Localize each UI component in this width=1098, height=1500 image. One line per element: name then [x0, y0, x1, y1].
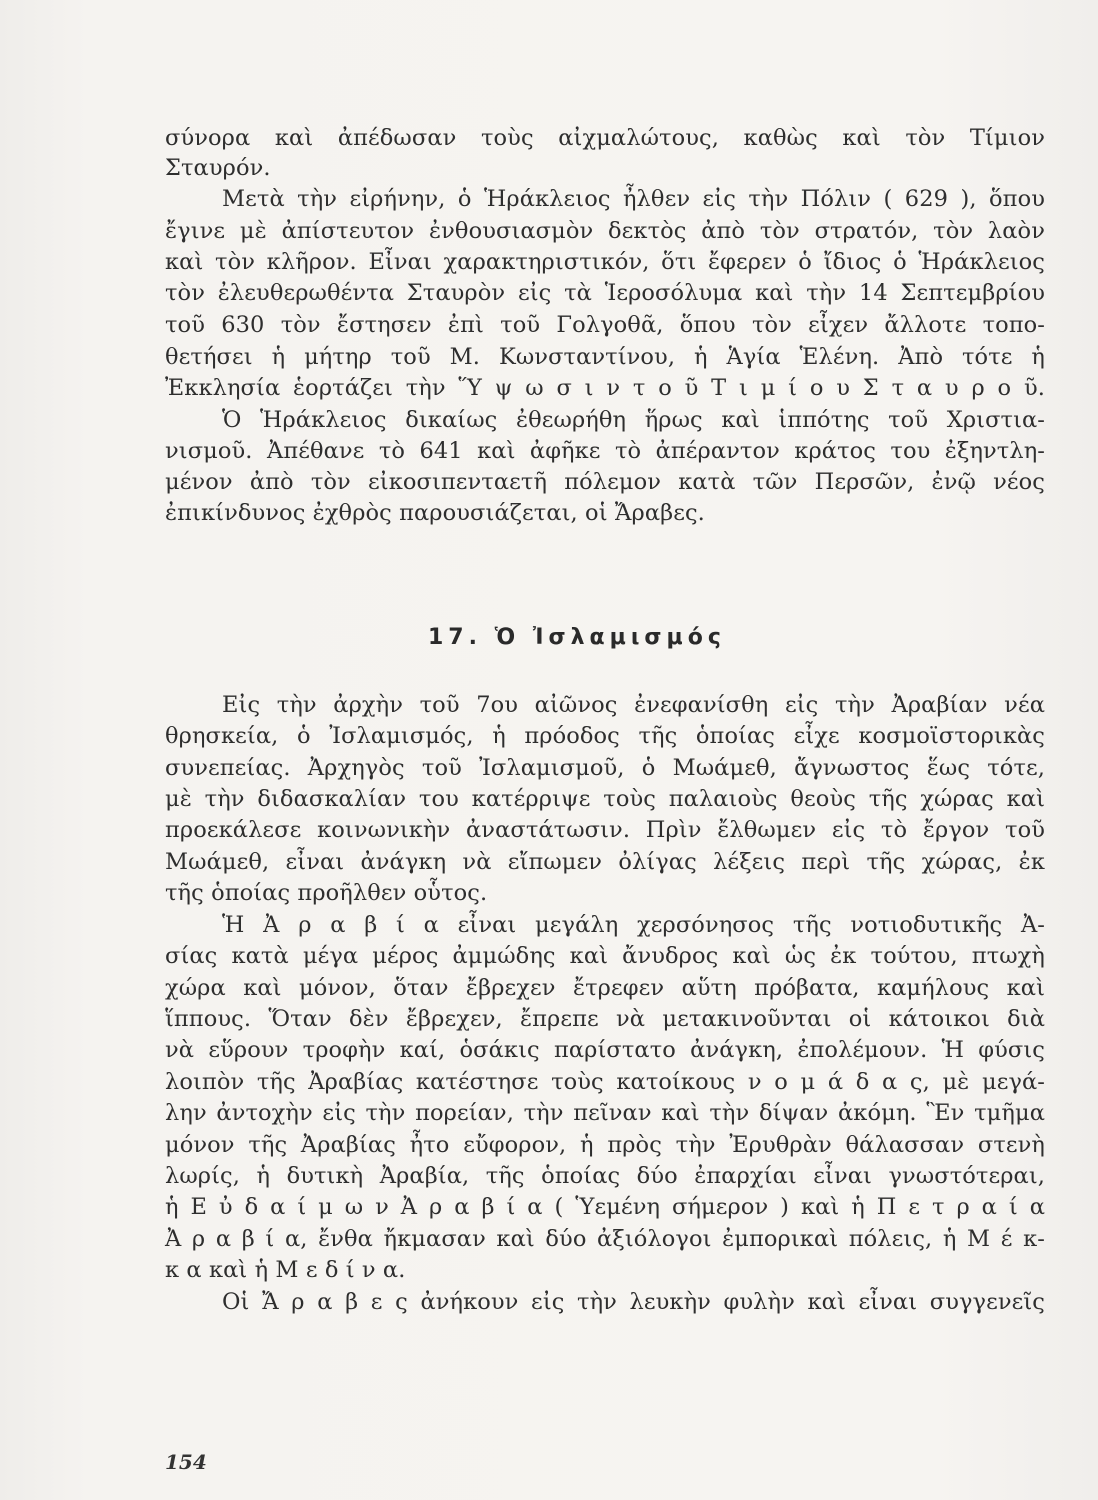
- text-line: λοιπὸν τῆς Ἀραβίας κατέστησε τοὺς κατοίκους ν ο μ ά δ α ς, μὲ μεγά-: [165, 1069, 1045, 1095]
- text-line: θετήσει ἡ μήτηρ τοῦ Μ. Κωνσταντίνου, ἡ Ἁγία Ἑλένη. Ἀπὸ τότε ἡ: [165, 344, 1045, 370]
- text-line: μὲ τὴν διδασκαλίαν του κατέρριψε τοὺς παλαιοὺς θεοὺς τῆς χώρας καὶ: [165, 786, 1045, 812]
- text-line: Ἐκκλησία ἑορτάζει τὴν Ὕ ψ ω σ ι ν τ ο ῦ Τ ι μ ί ο υ Σ τ α υ ρ ο ῦ.: [165, 375, 1045, 401]
- text-line: σύνορα καὶ ἀπέδωσαν τοὺς αἰχμαλώτους, καθὼς καὶ τὸν Τίμιον: [165, 125, 1045, 151]
- text-line: τὸν ἐλευθερωθέντα Σταυρὸν εἰς τὰ Ἱεροσόλυμα καὶ τὴν 14 Σεπτεμβρίου: [165, 280, 1045, 306]
- text-line: Ὁ Ἡράκλειος δικαίως ἐθεωρήθη ἥρως καὶ ἱππότης τοῦ Χριστια-: [222, 407, 1045, 433]
- text-line: Ἀ ρ α β ί α, ἔνθα ἤκμασαν καὶ δύο ἀξιόλογοι ἐμπορικαὶ πόλεις, ἡ Μ έ κ-: [165, 1226, 1045, 1252]
- text-line: μόνον τῆς Ἀραβίας ἦτο εὔφορον, ἡ πρὸς τὴν Ἐρυθρὰν θάλασσαν στενὴ: [165, 1132, 1045, 1158]
- text-line: Ἡ Ἀ ρ α β ί α εἶναι μεγάλη χερσόνησος τῆς νοτιοδυτικῆς Ἀ-: [222, 912, 1045, 938]
- text-line: συνεπείας. Ἀρχηγὸς τοῦ Ἰσλαμισμοῦ, ὁ Μωάμεθ, ἄγνωστος ἕως τότε,: [165, 755, 1045, 781]
- text-line: προεκάλεσε κοινωνικὴν ἀναστάτωσιν. Πρὶν ἔλθωμεν εἰς τὸ ἔργον τοῦ: [165, 817, 1045, 843]
- text-line: τῆς ὁποίας προῆλθεν οὗτος.: [165, 880, 488, 906]
- text-line: νὰ εὕρουν τροφὴν καί, ὁσάκις παρίστατο ἀνάγκη, ἐπολέμουν. Ἡ φύσις: [165, 1037, 1045, 1063]
- text-line: ἔγινε μὲ ἀπίστευτον ἐνθουσιασμὸν δεκτὸς ἀπὸ τὸν στρατόν, τὸν λαὸν: [165, 218, 1045, 244]
- text-line: χώρα καὶ μόνον, ὅταν ἔβρεχεν ἔτρεφεν αὕτη πρόβατα, καμήλους καὶ: [165, 975, 1045, 1001]
- text-line: κ α καὶ ἡ Μ ε δ ί ν α.: [165, 1257, 406, 1283]
- text-line: Μωάμεθ, εἶναι ἀνάγκη νὰ εἴπωμεν ὀλίγας λέξεις περὶ τῆς χώρας, ἐκ: [165, 849, 1045, 875]
- text-line: νισμοῦ. Ἀπέθανε τὸ 641 καὶ ἀφῆκε τὸ ἀπέραντον κράτος του ἐξηντλη-: [165, 438, 1045, 464]
- text-line: ἵππους. Ὅταν δὲν ἔβρεχεν, ἔπρεπε νὰ μετακινοῦνται οἱ κάτοικοι διὰ: [165, 1006, 1045, 1032]
- text-line: τοῦ 630 τὸν ἔστησεν ἐπὶ τοῦ Γολγοθᾶ, ὅπου τὸν εἶχεν ἄλλοτε τοπο-: [165, 312, 1045, 338]
- text-line: καὶ τὸν κλῆρον. Εἶναι χαρακτηριστικόν, ὅτι ἔφερεν ὁ ἴδιος ὁ Ἡράκλειος: [165, 249, 1045, 275]
- text-line: λωρίς, ἡ δυτικὴ Ἀραβία, τῆς ὁποίας δύο ἐπαρχίαι εἶναι γνωστότεραι,: [165, 1163, 1045, 1189]
- text-line: Εἰς τὴν ἀρχὴν τοῦ 7ου αἰῶνος ἐνεφανίσθη εἰς τὴν Ἀραβίαν νέα: [222, 692, 1045, 718]
- text-line: λην ἀντοχὴν εἰς τὴν πορείαν, τὴν πεῖναν καὶ τὴν δίψαν ἀκόμη. Ἓν τμῆμα: [165, 1100, 1045, 1126]
- text-line: ἡ Ε ὐ δ α ί μ ω ν Ἀ ρ α β ί α ( Ὑεμένη σήμερον ) καὶ ἡ Π ε τ ρ α ί α: [165, 1194, 1045, 1220]
- text-line: σίας κατὰ μέγα μέρος ἀμμώδης καὶ ἄνυδρος καὶ ὡς ἐκ τούτου, πτωχὴ: [165, 943, 1045, 969]
- page-number: 154: [165, 1450, 207, 1474]
- text-line: ἐπικίνδυνος ἐχθρὸς παρουσιάζεται, οἱ Ἄραβες.: [165, 500, 705, 526]
- text-line: Σταυρόν.: [165, 155, 271, 181]
- text-line: Οἱ Ἄ ρ α β ε ς ἀνήκουν εἰς τὴν λευκὴν φυλὴν καὶ εἶναι συγγενεῖς: [222, 1289, 1045, 1315]
- text-line: μένον ἀπὸ τὸν εἰκοσιπενταετῆ πόλεμον κατὰ τῶν Περσῶν, ἐνῷ νέος: [165, 469, 1045, 495]
- text-line: Μετὰ τὴν εἰρήνην, ὁ Ἡράκλειος ἦλθεν εἰς τὴν Πόλιν ( 629 ), ὅπου: [222, 186, 1045, 212]
- section-heading: 17. Ὁ Ἰσλαμισμός: [428, 625, 726, 650]
- text-line: θρησκεία, ὁ Ἰσλαμισμός, ἡ πρόοδος τῆς ὁποίας εἶχε κοσμοϊστορικὰς: [165, 723, 1045, 749]
